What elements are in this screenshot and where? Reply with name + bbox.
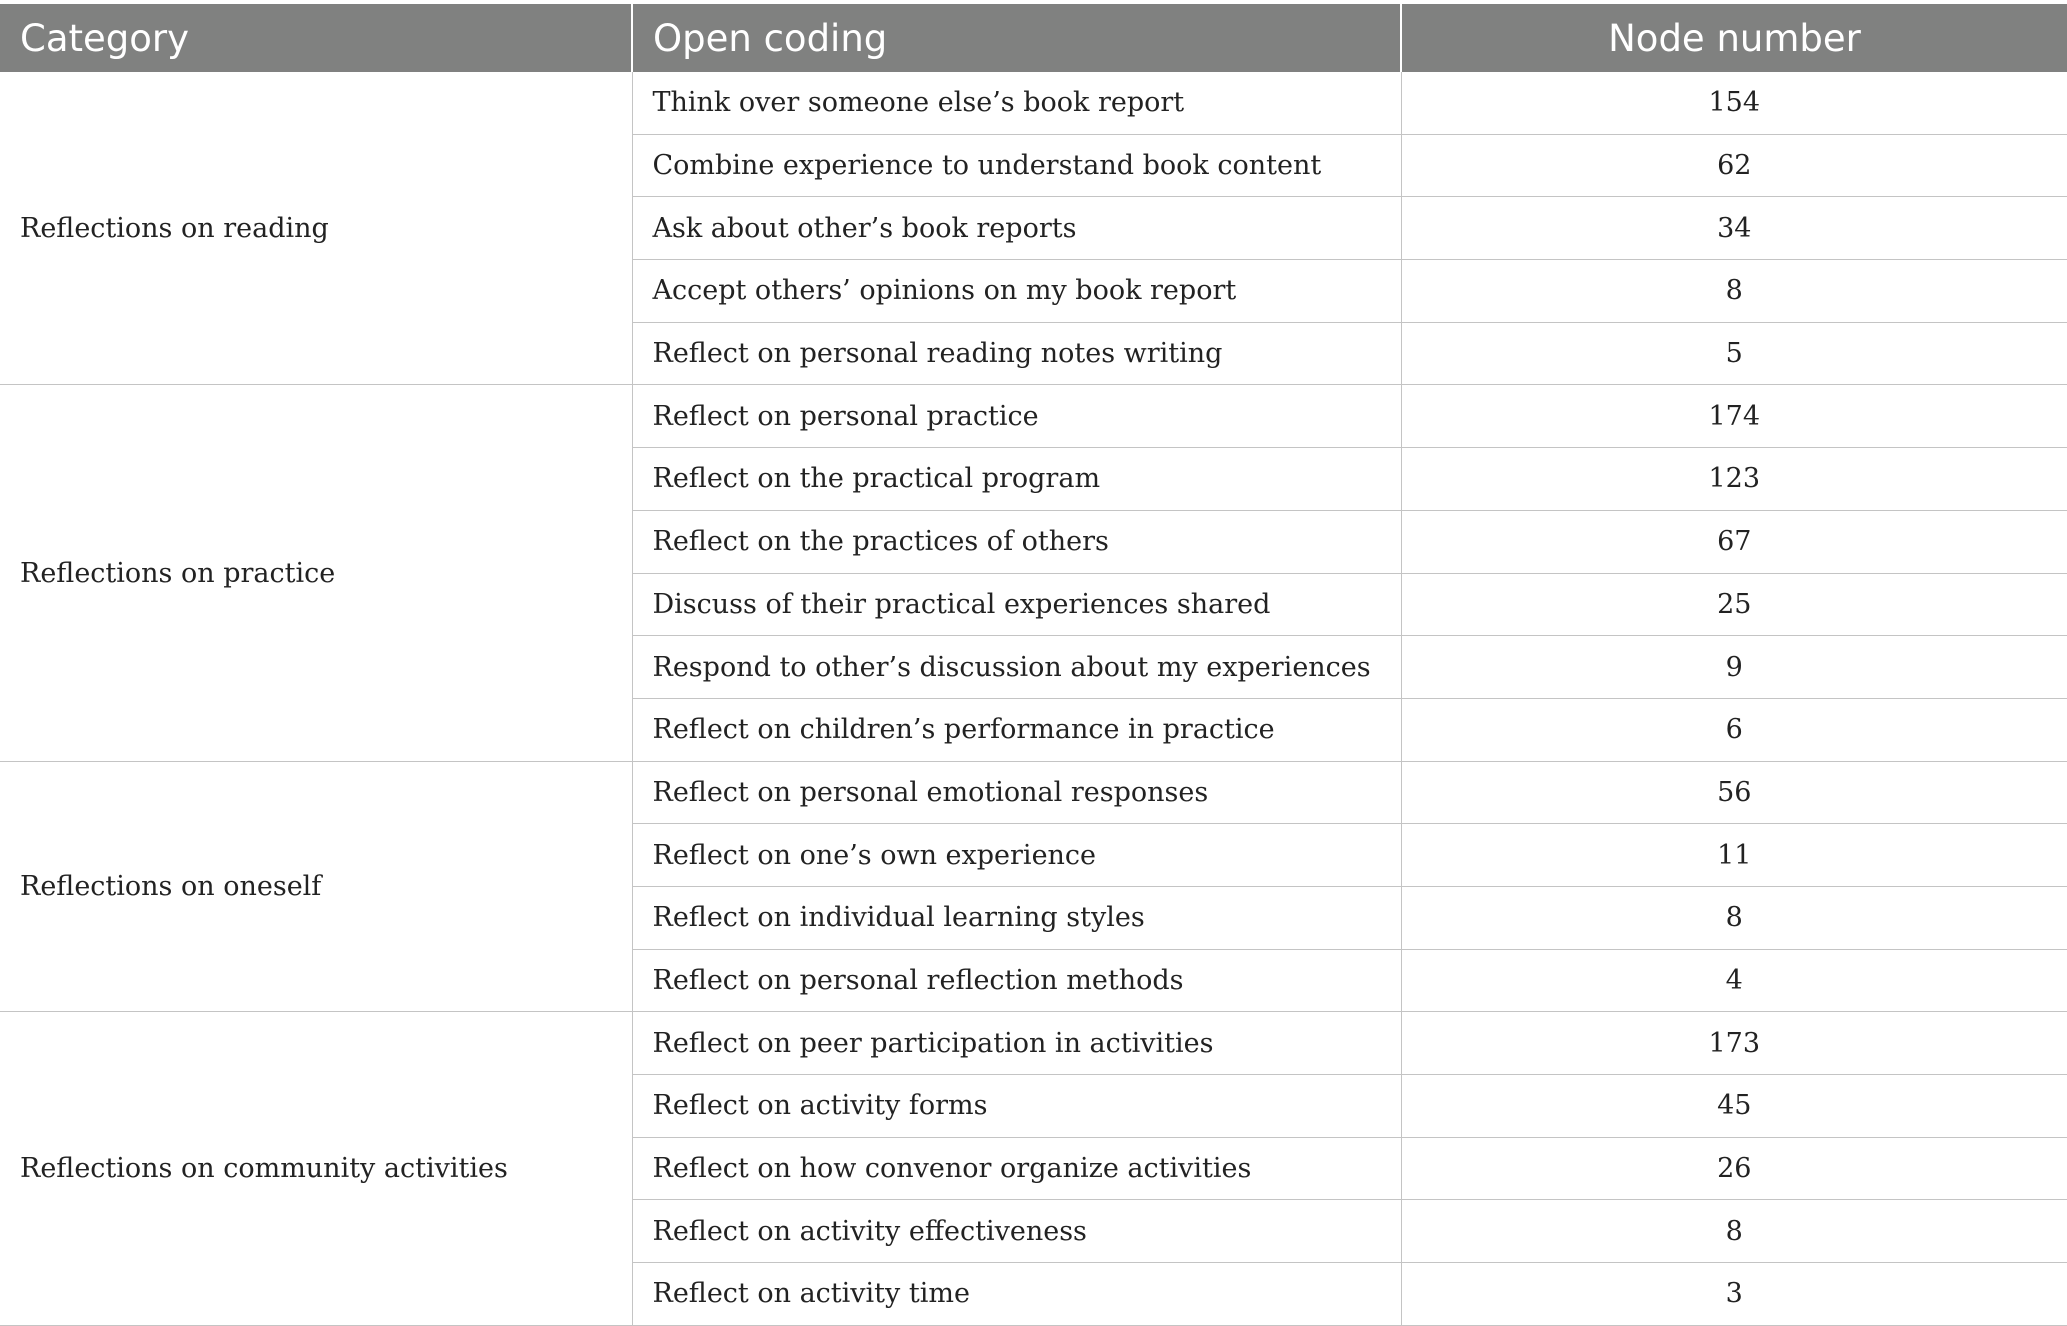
node-number-cell: 34 [1401, 197, 2067, 260]
node-number-cell: 5 [1401, 322, 2067, 385]
node-number-cell: 11 [1401, 824, 2067, 887]
open-coding-cell: Reflect on activity time [632, 1263, 1401, 1326]
open-coding-cell: Respond to other’s discussion about my experiences [632, 636, 1401, 699]
node-number-cell: 26 [1401, 1137, 2067, 1200]
node-number-cell: 4 [1401, 949, 2067, 1012]
category-cell: Reflections on oneself [0, 761, 632, 1012]
open-coding-cell: Reflect on the practices of others [632, 510, 1401, 573]
open-coding-cell: Reflect on personal reflection methods [632, 949, 1401, 1012]
node-number-cell: 8 [1401, 260, 2067, 323]
table-header [0, 4, 2067, 72]
node-number-cell: 62 [1401, 134, 2067, 197]
category-cell: Reflections on community activities [0, 1012, 632, 1325]
node-number-cell: 56 [1401, 761, 2067, 824]
table-body [0, 72, 2067, 1325]
open-coding-cell: Think over someone else’s book report [632, 72, 1401, 134]
table-row [0, 385, 2067, 448]
node-number-cell: 45 [1401, 1075, 2067, 1138]
coding-table [0, 4, 2067, 1326]
header-open-coding: Open coding [632, 4, 1401, 72]
header-row [0, 4, 2067, 72]
open-coding-cell: Reflect on how convenor organize activities [632, 1137, 1401, 1200]
category-cell: Reflections on practice [0, 385, 632, 761]
open-coding-cell: Reflect on personal practice [632, 385, 1401, 448]
node-number-cell: 123 [1401, 448, 2067, 511]
open-coding-cell: Reflect on activity effectiveness [632, 1200, 1401, 1263]
open-coding-cell: Reflect on one’s own experience [632, 824, 1401, 887]
header-category: Category [0, 4, 632, 72]
open-coding-cell: Combine experience to understand book content [632, 134, 1401, 197]
header-node-number: Node number [1401, 4, 2067, 72]
node-number-cell: 173 [1401, 1012, 2067, 1075]
open-coding-cell: Reflect on the practical program [632, 448, 1401, 511]
node-number-cell: 8 [1401, 1200, 2067, 1263]
open-coding-cell: Reflect on personal reading notes writing [632, 322, 1401, 385]
node-number-cell: 6 [1401, 698, 2067, 761]
table-row [0, 761, 2067, 824]
table-row [0, 72, 2067, 134]
node-number-cell: 67 [1401, 510, 2067, 573]
table-row [0, 1012, 2067, 1075]
node-number-cell: 3 [1401, 1263, 2067, 1326]
open-coding-cell: Reflect on personal emotional responses [632, 761, 1401, 824]
node-number-cell: 25 [1401, 573, 2067, 636]
node-number-cell: 154 [1401, 72, 2067, 134]
node-number-cell: 174 [1401, 385, 2067, 448]
open-coding-cell: Discuss of their practical experiences shared [632, 573, 1401, 636]
node-number-cell: 9 [1401, 636, 2067, 699]
node-number-cell: 8 [1401, 886, 2067, 949]
open-coding-cell: Reflect on children’s performance in practice [632, 698, 1401, 761]
open-coding-cell: Reflect on individual learning styles [632, 886, 1401, 949]
category-cell: Reflections on reading [0, 72, 632, 385]
open-coding-cell: Reflect on activity forms [632, 1075, 1401, 1138]
open-coding-cell: Ask about other’s book reports [632, 197, 1401, 260]
open-coding-cell: Accept others’ opinions on my book report [632, 260, 1401, 323]
open-coding-cell: Reflect on peer participation in activities [632, 1012, 1401, 1075]
